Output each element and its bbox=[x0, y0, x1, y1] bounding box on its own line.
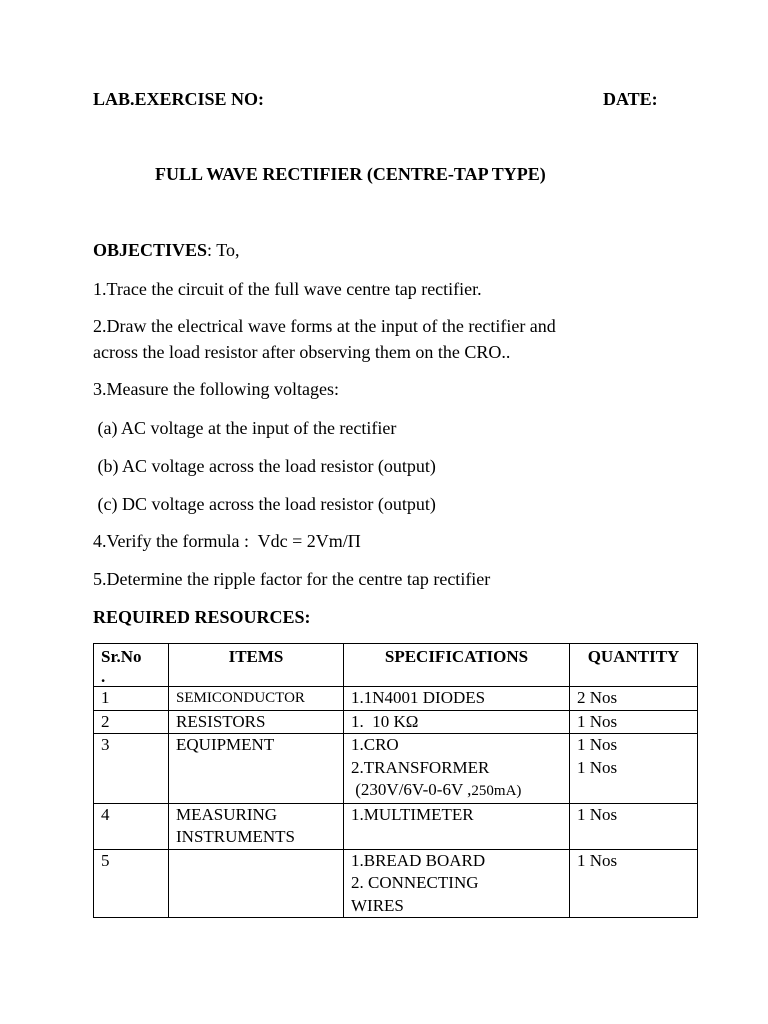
objective-2: 2.Draw the electrical wave forms at the input of the rectifier and bbox=[93, 316, 556, 336]
header-srno-dot: . bbox=[101, 667, 106, 686]
header-quantity: QUANTITY bbox=[570, 644, 698, 687]
row-item bbox=[169, 803, 344, 849]
objective-3: 3.Measure the following voltages: bbox=[93, 379, 339, 399]
row-qty: 1 Nos bbox=[570, 849, 698, 918]
row-spec: 1. 10 KΩ bbox=[344, 710, 570, 734]
row-sr: 5 bbox=[94, 849, 169, 918]
spec-line: WIRES bbox=[351, 895, 404, 915]
item-line: MEASURING bbox=[176, 804, 278, 824]
resources-heading: REQUIRED RESOURCES: bbox=[93, 607, 311, 627]
objectives-heading-suffix: : To, bbox=[207, 240, 240, 260]
row-spec bbox=[344, 849, 570, 918]
row-item: EQUIPMENT bbox=[169, 734, 344, 804]
table-row bbox=[94, 687, 698, 711]
row-sr: 4 bbox=[94, 803, 169, 849]
row-qty: 1 Nos bbox=[570, 710, 698, 734]
objective-3a: (a) AC voltage at the input of the rectifier bbox=[93, 418, 397, 438]
spec-line: 1.CRO bbox=[351, 735, 399, 754]
spec-line-part: (230V/6V-0-6V , bbox=[351, 780, 472, 799]
header-srno-label: Sr.No bbox=[101, 647, 142, 666]
lab-exercise-label: LAB.EXERCISE NO: bbox=[93, 89, 265, 109]
header-specifications: SPECIFICATIONS bbox=[344, 644, 570, 687]
spec-line: 2. CONNECTING bbox=[351, 873, 479, 892]
row-sr: 1 bbox=[94, 687, 169, 711]
row-item: RESISTORS bbox=[169, 710, 344, 734]
row-spec bbox=[344, 734, 570, 804]
spec-line: 2.TRANSFORMER bbox=[351, 757, 490, 777]
objective-3b: (b) AC voltage across the load resistor (output) bbox=[93, 456, 436, 476]
objective-2-cont: across the load resistor after observing them on the CRO.. bbox=[93, 342, 511, 362]
table-row bbox=[94, 849, 698, 918]
spec-line bbox=[351, 779, 569, 803]
row-item: SEMICONDUCTOR bbox=[169, 687, 344, 711]
objectives-heading bbox=[93, 240, 239, 261]
spec-line-part: 250mA) bbox=[471, 783, 522, 799]
objective-3c: (c) DC voltage across the load resistor (output) bbox=[93, 494, 436, 514]
qty-line: 1 Nos bbox=[577, 735, 618, 754]
table-row bbox=[94, 803, 698, 849]
row-qty: 1 Nos bbox=[570, 803, 698, 849]
row-spec: 1.MULTIMETER bbox=[344, 803, 570, 849]
table-row bbox=[94, 734, 698, 804]
qty-line: 1 Nos bbox=[577, 757, 618, 777]
row-item bbox=[169, 849, 344, 918]
table-header-row bbox=[94, 644, 698, 687]
spec-line: 1.BREAD BOARD bbox=[351, 850, 486, 870]
header-items: ITEMS bbox=[169, 644, 344, 687]
header-srno bbox=[94, 644, 169, 687]
row-sr: 3 bbox=[94, 734, 169, 804]
date-label: DATE: bbox=[603, 89, 658, 109]
row-qty: 2 Nos bbox=[570, 687, 698, 711]
row-qty bbox=[570, 734, 698, 804]
objectives-heading-label: OBJECTIVES bbox=[93, 240, 208, 260]
resources-table bbox=[93, 643, 698, 918]
objective-4: 4.Verify the formula : Vdc = 2Vm/Π bbox=[93, 531, 361, 551]
objective-5: 5.Determine the ripple factor for the centre tap rectifier bbox=[93, 569, 491, 589]
document-title: FULL WAVE RECTIFIER (CENTRE-TAP TYPE) bbox=[155, 164, 546, 184]
item-line: INSTRUMENTS bbox=[176, 827, 296, 846]
table-row bbox=[94, 710, 698, 734]
row-spec: 1.1N4001 DIODES bbox=[344, 687, 570, 711]
objective-1: 1.Trace the circuit of the full wave centre tap rectifier. bbox=[93, 279, 482, 299]
row-sr: 2 bbox=[94, 710, 169, 734]
